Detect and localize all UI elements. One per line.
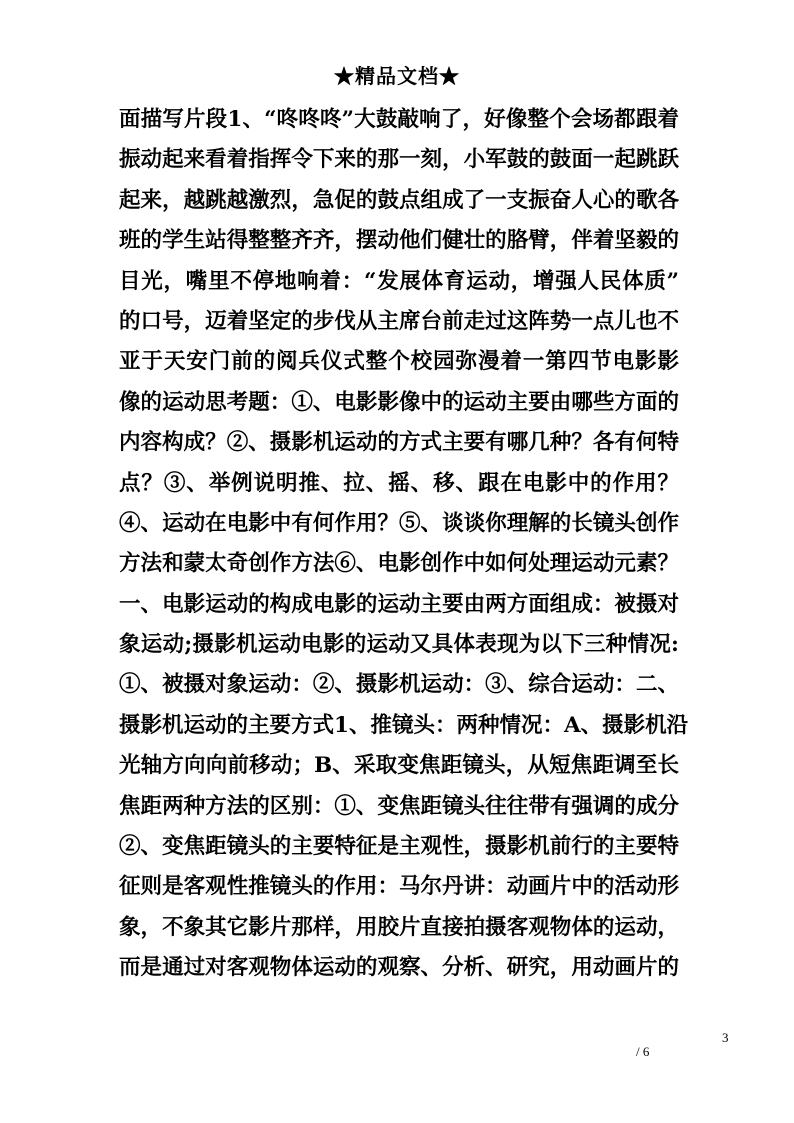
body-line: 目光，嘴里不停地响着：“发展体育运动，增强人民体质” (119, 268, 679, 294)
body-line: 点？③、举例说明推、拉、摇、移、跟在电影中的作用？ (119, 470, 679, 496)
body-line: 起来，越跳越激烈，急促的鼓点组成了一支振奋人心的歌各 (119, 187, 679, 213)
body-line: 征则是客观性推镜头的作用：马尔丹讲：动画片中的活动形 (119, 874, 679, 900)
body-line: 振动起来看着指挥令下来的那一刻，小军鼓的鼓面一起跳跃 (119, 147, 679, 173)
body-line: 焦距两种方法的区别：①、变焦距镜头往往带有强调的成分 (119, 793, 679, 819)
body-line: 象运动;摄影机运动电影的运动又具体表现为以下三种情况: (119, 632, 679, 658)
body-line: 班的学生站得整整齐齐，摆动他们健壮的胳臂，伴着坚毅的 (119, 228, 679, 254)
body-line: 象，不象其它影片那样，用胶片直接拍摄客观物体的运动， (119, 914, 679, 940)
body-line: 内容构成？②、摄影机运动的方式主要有哪几种？各有何特 (119, 430, 679, 456)
body-line: ①、被摄对象运动：②、摄影机运动：③、综合运动：二、 (119, 672, 679, 698)
page-number: 3 (722, 1030, 729, 1045)
body-line: 而是通过对客观物体运动的观察、分析、研究，用动画片的 (119, 955, 679, 981)
body-line: 光轴方向向前移动；B、采取变焦距镜头，从短焦距调至长 (119, 753, 679, 779)
document-header-title: ★精品文档★ (334, 64, 460, 88)
body-line: 亚于天安门前的阅兵仪式整个校园弥漫着一第四节电影影 (119, 349, 679, 375)
body-line: ②、变焦距镜头的主要特征是主观性，摄影机前行的主要特 (119, 834, 679, 860)
body-line: ④、运动在电影中有何作用？⑤、谈谈你理解的长镜头创作 (119, 510, 679, 536)
document-body (119, 100, 689, 989)
body-line: 的口号，迈着坚定的步伐从主席台前走过这阵势一点儿也不 (119, 308, 679, 334)
page-total: / 6 (636, 1044, 650, 1059)
body-line: 摄影机运动的主要方式1、推镜头：两种情况：A、摄影机沿 (119, 712, 689, 738)
body-line: 像的运动思考题：①、电影影像中的运动主要由哪些方面的 (119, 389, 679, 415)
body-line: 面描写片段1、“咚咚咚”大鼓敲响了，好像整个会场都跟着 (119, 107, 679, 132)
body-line: 一、电影运动的构成电影的运动主要由两方面组成：被摄对 (119, 591, 679, 617)
body-line: 方法和蒙太奇创作方法⑥、电影创作中如何处理运动元素？ (119, 551, 679, 577)
